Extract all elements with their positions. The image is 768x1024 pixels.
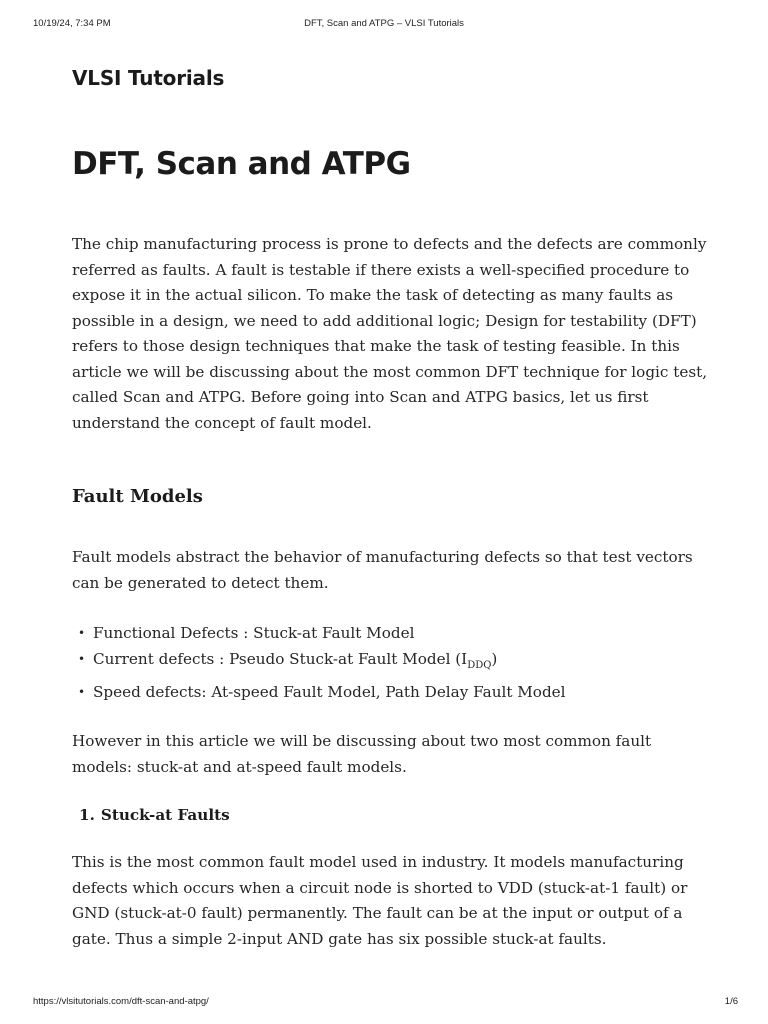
section-number: 1. xyxy=(79,806,95,825)
page-number: 1/6 xyxy=(724,996,738,1007)
fault-models-paragraph: Fault models abstract the behavior of manufacturing defects so that test vectors can be generated to detect them. xyxy=(72,548,693,592)
fault-models-heading: Fault Models xyxy=(72,486,203,507)
list-item xyxy=(72,679,712,705)
list-item-text: Functional Defects : Stuck-at Fault Model xyxy=(93,624,415,642)
print-date: 10/19/24, 7:34 PM xyxy=(33,18,111,29)
stuck-at-paragraph: This is the most common fault model used in industry. It models manufacturing defects which occurs when a circuit node is shorted to VDD (stuck-at-1 fault) or GND (stuck-at-0 fault) permanently. The fault can be at the input or output of a gate. Thus a simple 2-input AND gate has six possible stuck-at faults. xyxy=(72,853,688,948)
list-item xyxy=(72,620,712,646)
article-title: DFT, Scan and ATPG xyxy=(72,146,411,182)
list-item-text-end: ) xyxy=(491,650,498,668)
however-paragraph: However in this article we will be discussing about two most common fault models: stuck-at and at-speed fault models. xyxy=(72,732,652,776)
fault-types-list xyxy=(72,620,712,705)
list-item xyxy=(72,646,712,679)
bullet-icon: • xyxy=(78,685,86,700)
bullet-icon: • xyxy=(78,652,86,666)
print-page-title: DFT, Scan and ATPG – VLSI Tutorials xyxy=(304,18,464,29)
article-content xyxy=(72,60,712,952)
bullet-icon: • xyxy=(78,626,86,640)
list-item-text: Current defects : Pseudo Stuck-at Fault Model (I xyxy=(93,650,468,668)
site-title[interactable]: VLSI Tutorials xyxy=(72,66,225,90)
stuck-at-heading-text: Stuck-at Faults xyxy=(100,806,230,825)
stuck-at-heading xyxy=(79,806,712,824)
iddq-subscript: DDQ xyxy=(467,660,492,672)
intro-paragraph: The chip manufacturing process is prone to defects and the defects are commonly referred as faults. A fault is testable if there exists a well-specified procedure to expose it in the actual silicon. To make the task of detecting as many faults as possible in a design, we need to add additional logic; Design for testability (DFT) refers to those design techniques that make the task of testing feasible. In this article we will be discussing about the most common DFT technique for logic test, called Scan and ATPG. Before going into Scan and ATPG basics, let us first understand the concept of fault model. xyxy=(72,235,708,432)
list-item-text: Speed defects: At-speed Fault Model, Path Delay Fault Model xyxy=(93,683,566,702)
print-url[interactable]: https://vlsitutorials.com/dft-scan-and-atpg/ xyxy=(33,996,209,1007)
